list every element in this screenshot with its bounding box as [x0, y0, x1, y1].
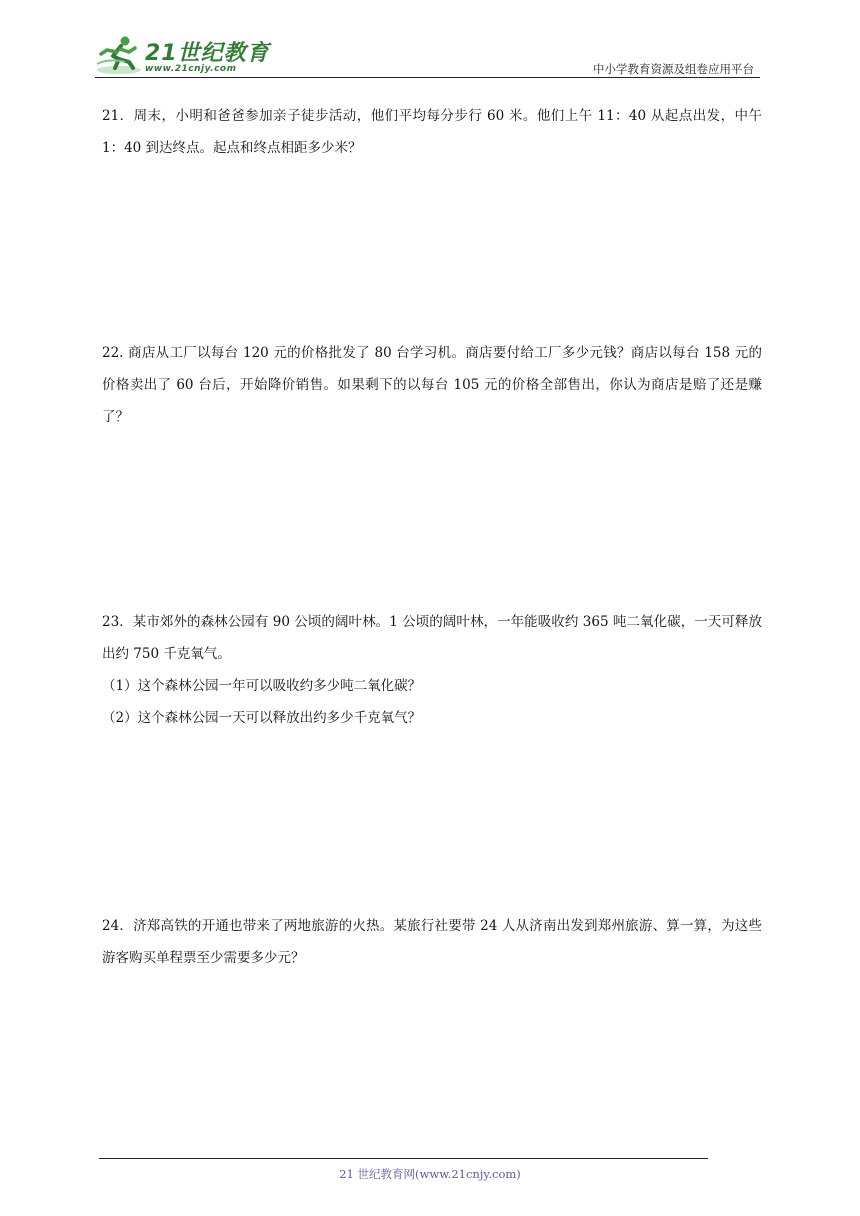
- question-21: [102, 100, 762, 164]
- sub-question-2: （2）这个森林公园一天可以释放出约多少千克氧气？: [102, 710, 422, 726]
- question-text: 22. 商店从工厂以每台 120 元的价格批发了 80 台学习机。商店要付给工厂多少元钱？商店以每台 158 元的价格卖出了 60 台后，开始降价销售。如果剩下的以每台 105 元的价格全部售出，你认为商店是赔了还是赚了？: [102, 345, 762, 425]
- question-23: [102, 606, 762, 734]
- question-24: [102, 910, 762, 974]
- logo-url: www.21cnjy.com: [145, 64, 237, 74]
- page-header: [95, 30, 760, 80]
- runner-logo-icon: [95, 34, 143, 76]
- question-text: 23．某市郊外的森林公园有 90 公顷的阔叶林。1 公顷的阔叶林，一年能吸收约 365 吨二氧化碳，一天可释放出约 750 千克氧气。: [102, 614, 762, 662]
- header-divider: [95, 77, 760, 78]
- footer-divider: [99, 1158, 708, 1159]
- question-text: 21．周末，小明和爸爸参加亲子徒步活动，他们平均每分步行 60 米。他们上午 11：40 从起点出发，中午 1：40 到达终点。起点和终点相距多少米？: [102, 108, 762, 156]
- sub-question-1: （1）这个森林公园一年可以吸收约多少吨二氧化碳？: [102, 678, 422, 694]
- question-22: [102, 337, 762, 433]
- logo-text: 21世纪教育: [145, 41, 270, 66]
- question-text: 24．济郑高铁的开通也带来了两地旅游的火热。某旅行社要带 24 人从济南出发到郑州旅游、算一算，为这些游客购买单程票至少需要多少元？: [102, 918, 762, 966]
- site-logo[interactable]: [95, 34, 275, 76]
- page-footer[interactable]: 21 世纪教育网(www.21cnjy.com): [339, 1167, 521, 1181]
- platform-tagline: 中小学教育资源及组卷应用平台: [593, 62, 754, 76]
